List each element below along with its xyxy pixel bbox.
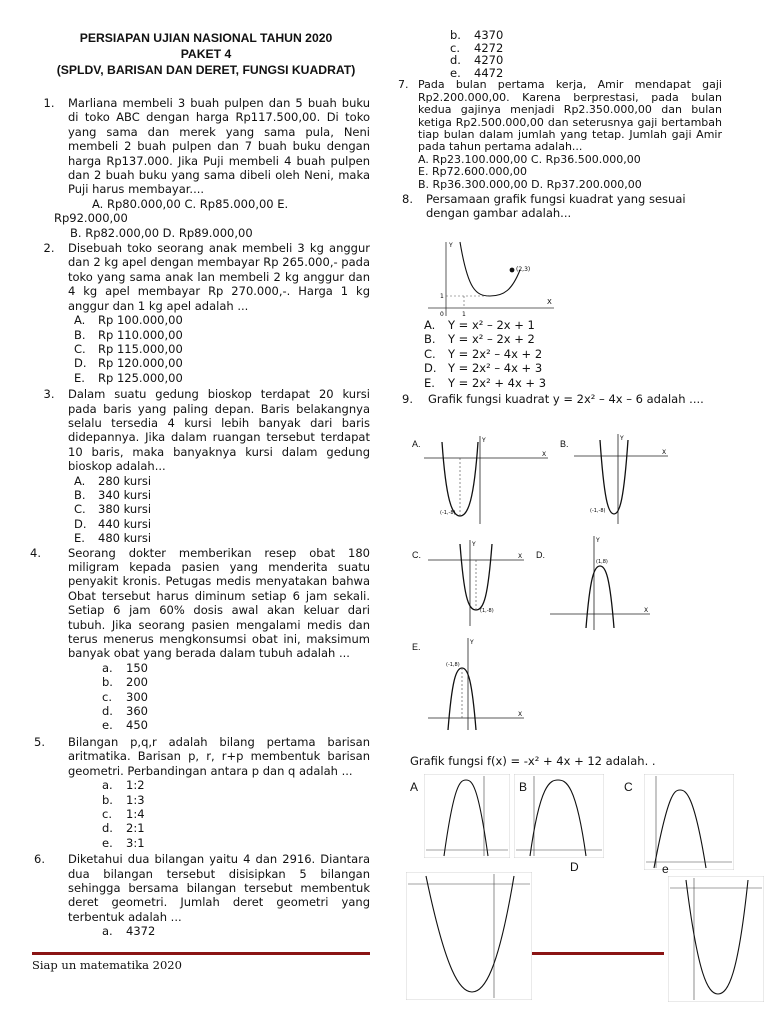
option-line: B. Rp82.000,00 D. Rp89.000,00 xyxy=(70,225,253,240)
option-text: Rp 120.000,00 xyxy=(98,356,183,371)
option[interactable] xyxy=(74,488,370,502)
option-letter: C. xyxy=(424,346,436,361)
option[interactable] xyxy=(102,675,370,689)
option-line: E. Rp72.600.000,00 xyxy=(418,165,528,179)
option-letter: B. xyxy=(74,327,86,342)
axis-label-y: Y xyxy=(620,435,624,442)
option-letter: b. xyxy=(102,675,113,690)
question-4 xyxy=(32,546,370,661)
option-text: 1:3 xyxy=(126,792,145,807)
option-text: 300 xyxy=(126,689,148,704)
left-column xyxy=(32,30,370,939)
option[interactable] xyxy=(74,342,370,356)
footer-rule xyxy=(32,952,370,955)
option[interactable] xyxy=(102,690,370,704)
plot-frame xyxy=(668,876,764,1002)
vertex-label: (1,8) xyxy=(596,559,608,565)
question-text: Marliana membeli 3 buah pulpen dan 5 buah buku di toko ABC dengan harga Rp117.500,00. Di toko yang sama dan merek yang sama pula, Neni membeli 2 buah pulpen dan 7 buah buku dengan harga Rp137.000. Jika Puji membeli 4 buah pulpen dan 2 buah buku yang sama dibeli oleh Neni, maka Puji harus membayar.... xyxy=(68,96,370,197)
option-text: 4370 xyxy=(474,28,504,42)
option-letter: E. xyxy=(424,375,435,390)
q6-options-continued xyxy=(398,29,722,79)
q9-graph-d xyxy=(546,532,656,632)
q8-graph xyxy=(420,238,560,318)
option[interactable] xyxy=(424,361,546,375)
question-number: 2. xyxy=(43,241,55,256)
option[interactable] xyxy=(102,821,370,835)
right-column xyxy=(398,30,722,221)
tick-label: 1 xyxy=(440,293,444,300)
header-title: PERSIAPAN UJIAN NASIONAL TAHUN 2020 xyxy=(79,31,333,45)
option[interactable] xyxy=(74,531,370,545)
question-number: 3. xyxy=(43,387,55,402)
option-text: 340 kursi xyxy=(98,487,152,502)
option[interactable] xyxy=(450,29,722,42)
option-letter: D. xyxy=(74,516,87,531)
option[interactable] xyxy=(74,474,370,488)
plot-frame xyxy=(424,774,510,858)
tick-label: 0 xyxy=(440,311,444,318)
graph-label-a: A xyxy=(410,780,419,794)
plot-frame xyxy=(514,774,604,858)
option-letter: d. xyxy=(102,821,113,836)
q9-graph-a xyxy=(420,434,550,526)
q10-graph-a xyxy=(424,774,510,858)
vertex-label: (1,-8) xyxy=(480,608,494,614)
option-text: Rp 100.000,00 xyxy=(98,313,183,328)
question-number: 5. xyxy=(34,734,45,749)
option-text: Y = 2x² – 4x + 2 xyxy=(448,346,543,361)
option[interactable] xyxy=(74,356,370,370)
option-letter: e. xyxy=(450,65,461,80)
option-text: 3:1 xyxy=(126,835,145,850)
question-6 xyxy=(32,852,370,924)
option-letter: d. xyxy=(450,53,461,68)
question-7 xyxy=(398,79,722,191)
option[interactable] xyxy=(74,517,370,531)
option-text: Y = 2x² – 4x + 3 xyxy=(448,361,543,376)
option-letter: A. xyxy=(74,473,86,488)
option-text: Rp 125.000,00 xyxy=(98,370,183,385)
question-number: 8. xyxy=(402,192,413,207)
option[interactable] xyxy=(102,924,370,938)
question-text: Pada bulan pertama kerja, Amir mendapat gaji Rp2.200.000,00. Karena berprestasi, pada bulan kedua gajinya menjadi Rp2.350.000,00 dan bulan ketiga Rp2.500.000,00 dan seterusnya gaji bertambah tiap bulan dalam jumlah yang tetap. Jumlah gaji Amir pada tahun pertama adalah... xyxy=(418,78,722,154)
option[interactable] xyxy=(424,347,546,361)
axis-label-x: X xyxy=(518,553,523,560)
q4-options xyxy=(32,661,370,733)
q9-graph-c xyxy=(424,538,528,628)
option-text: 4272 xyxy=(474,40,504,55)
option-letter: c. xyxy=(102,806,112,821)
option-text: 4472 xyxy=(474,65,504,80)
axis-label-x: X xyxy=(518,711,523,718)
q9-graph-e xyxy=(424,636,528,732)
point-marker xyxy=(510,268,515,273)
vertex-label: (-1,-8) xyxy=(440,510,456,516)
plot-frame xyxy=(406,872,532,1000)
option-letter: e. xyxy=(102,835,113,850)
option-text: 200 xyxy=(126,675,148,690)
option-letter: D. xyxy=(74,356,87,371)
q8-options xyxy=(424,318,546,390)
option[interactable] xyxy=(450,54,722,67)
parabola-curve xyxy=(586,566,614,628)
header-topics: (SPLDV, BARISAN DAN DERET, FUNGSI KUADRAT) xyxy=(56,63,356,77)
option[interactable] xyxy=(74,313,370,327)
option[interactable] xyxy=(102,807,370,821)
parabola-curve xyxy=(444,780,488,856)
question-text: Bilangan p,q,r adalah bilang pertama barisan aritmatika. Barisan p, r, r+p membentuk barisan geometri. Perbandingan antara p dan q adalah ... xyxy=(68,734,370,778)
option[interactable] xyxy=(102,718,370,732)
option[interactable] xyxy=(102,704,370,718)
option-letter: b. xyxy=(102,792,113,807)
question-10: Grafik fungsi f(x) = -x² + 4x + 12 adalah. . xyxy=(410,754,656,768)
axis-label-y: Y xyxy=(470,639,474,646)
option-text: 1:4 xyxy=(126,806,145,821)
question-text: Dalam suatu gedung bioskop terdapat 20 kursi pada baris yang paling depan. Baris belakangnya selalu tersedia 4 kursi lebih banyak dari baris didepannya. Jika dalam ruangan tersebut terdapat 10 baris, maka banyaknya kursi dalam gedung bioskop adalah... xyxy=(68,387,370,474)
option-text: 360 xyxy=(126,704,148,719)
header-package: PAKET 4 xyxy=(180,47,232,61)
option-letter: c. xyxy=(450,40,460,55)
axis-label-y: Y xyxy=(472,541,476,548)
question-number: 4. xyxy=(30,545,41,560)
question-3 xyxy=(32,387,370,473)
question-9 xyxy=(402,392,748,406)
graph-label-c: C xyxy=(624,780,633,794)
option-text: 480 kursi xyxy=(98,531,152,546)
question-5 xyxy=(32,735,370,778)
option-letter: c. xyxy=(102,689,112,704)
question-number: 7. xyxy=(398,78,409,92)
option-letter: e. xyxy=(102,718,113,733)
graph-label-e: E. xyxy=(412,642,421,652)
option-letter: A. xyxy=(74,313,86,328)
option-text: 450 xyxy=(126,718,148,733)
option[interactable] xyxy=(102,836,370,850)
option-text: 4372 xyxy=(126,924,156,939)
option-letter: a. xyxy=(102,924,113,939)
option-text: 380 kursi xyxy=(98,502,152,517)
option-text: 1:2 xyxy=(126,778,145,793)
point-label: (2,3) xyxy=(516,266,531,273)
option-text: Y = x² – 2x + 1 xyxy=(448,318,535,332)
question-text: Diketahui dua bilangan yaitu 4 dan 2916. Diantara dua bilangan tersebut disisipkan 5 bilangan sehingga bersama bilangan tersebut membentuk deret geometri. Jumlah deret geometri yang terbentuk adalah ... xyxy=(68,852,370,924)
option[interactable] xyxy=(424,332,546,346)
graph-label-c: C. xyxy=(412,550,421,560)
graph-label-b: B. xyxy=(560,439,569,449)
question-text: Seorang dokter memberikan resep obat 180 miligram kepada pasien yang menderita suatu penyakit kronis. Petugas medis menyatakan bahwa Obat tersebut harus diminum setiap 6 jam sekali. Setiap 6 jam 60% dosis awal akan keluar dari tubuh. Jika seorang pasien mengalami medis dan terus menerus mengkonsumsi obat ini, maksimum banyak obat yang berada dalam tubuh adalah ... xyxy=(68,545,370,661)
question-number: 9. xyxy=(402,392,413,406)
option-text: Y = 2x² + 4x + 3 xyxy=(448,375,547,390)
plot-frame xyxy=(644,774,734,870)
question-2 xyxy=(32,241,370,313)
question-text: Grafik fungsi kuadrat y = 2x² – 4x – 6 adalah .... xyxy=(428,392,704,406)
exam-header xyxy=(42,30,370,78)
q10-graph-c xyxy=(644,774,734,870)
footer-rule xyxy=(532,952,664,955)
q6-options xyxy=(32,924,370,938)
parabola-curve xyxy=(686,880,748,994)
q9-graph-b xyxy=(570,432,670,526)
parabola-curve xyxy=(654,790,706,868)
option-text: 4270 xyxy=(474,53,504,68)
option-letter: a. xyxy=(102,778,113,793)
graph-label-a: A. xyxy=(412,439,421,449)
question-8 xyxy=(398,192,722,221)
axis-label-x: X xyxy=(542,451,547,458)
option-line: A. Rp23.100.000,00 C. Rp36.500.000,00 xyxy=(418,152,641,166)
parabola-curve xyxy=(600,440,628,514)
question-text: Disebuah toko seorang anak membeli 3 kg anggur dan 2 kg apel dengan membayar Rp 265.000,- pada toko yang sama anak lan membeli 2 kg anggur dan 4 kg apel membayar Rp 270.000,-. Harga 1 kg anggur dan 1 kg apel adalah ... xyxy=(68,241,370,313)
graph-label-d: D xyxy=(570,860,579,874)
axis-label-x: X xyxy=(547,298,552,306)
graph-label-d: D. xyxy=(536,550,545,560)
question-text: Persamaan grafik fungsi kuadrat yang sesuai dengan gambar adalah... xyxy=(426,192,686,221)
graph-label-b: B xyxy=(519,780,528,794)
option-letter: A. xyxy=(424,318,436,332)
option-text: 2:1 xyxy=(126,821,145,836)
option-text: 280 kursi xyxy=(98,473,152,488)
question-number: 6. xyxy=(34,852,45,867)
axis-label-x: X xyxy=(662,449,667,456)
axis-label-y: Y xyxy=(482,437,486,444)
option-letter: d. xyxy=(102,704,113,719)
option-letter: E. xyxy=(74,531,85,546)
parabola-curve xyxy=(530,780,586,856)
option-line: Rp92.000,00 xyxy=(54,211,128,226)
option-letter: a. xyxy=(102,660,113,675)
option[interactable] xyxy=(424,376,546,390)
question-number: 1. xyxy=(43,96,55,110)
option[interactable] xyxy=(74,371,370,385)
q2-options xyxy=(32,313,370,385)
option-letter: C. xyxy=(74,502,86,517)
option[interactable] xyxy=(424,318,546,332)
option-text: Y = x² – 2x + 2 xyxy=(448,332,535,347)
option-text: 150 xyxy=(126,660,148,675)
option[interactable] xyxy=(102,661,370,675)
option-letter: B. xyxy=(424,332,436,347)
option-text: Rp 110.000,00 xyxy=(98,327,183,342)
option-line: A. Rp80.000,00 C. Rp85.000,00 E. xyxy=(92,196,289,211)
parabola-curve xyxy=(426,876,514,992)
footer: Siap un matematika 2020 xyxy=(32,958,182,972)
option[interactable] xyxy=(102,793,370,807)
option-letter: C. xyxy=(74,341,86,356)
option-letter: D. xyxy=(424,361,437,376)
q10-graph-e xyxy=(668,876,764,1002)
option-letter: E. xyxy=(74,370,85,385)
vertex-label: (-1,-8) xyxy=(590,508,606,514)
axis-label-y: Y xyxy=(449,242,453,249)
graph-label-e: e xyxy=(662,862,669,876)
option-text: Rp 115.000,00 xyxy=(98,341,183,356)
q5-options xyxy=(32,778,370,850)
q3-options xyxy=(32,474,370,546)
option[interactable] xyxy=(74,502,370,516)
question-1 xyxy=(32,96,370,211)
option-letter: b. xyxy=(450,28,461,42)
q10-graph-b xyxy=(514,774,604,858)
option-text: 440 kursi xyxy=(98,516,152,531)
q10-graph-d xyxy=(406,872,532,1000)
option[interactable] xyxy=(102,778,370,792)
option[interactable] xyxy=(74,328,370,342)
option-letter: B. xyxy=(74,487,86,502)
axis-label-x: X xyxy=(644,607,649,614)
tick-label: 1 xyxy=(462,311,466,318)
axis-label-y: Y xyxy=(596,537,600,544)
option-line: B. Rp36.300.000,00 D. Rp37.200.000,00 xyxy=(418,177,642,191)
vertex-label: (-1,8) xyxy=(446,662,460,668)
